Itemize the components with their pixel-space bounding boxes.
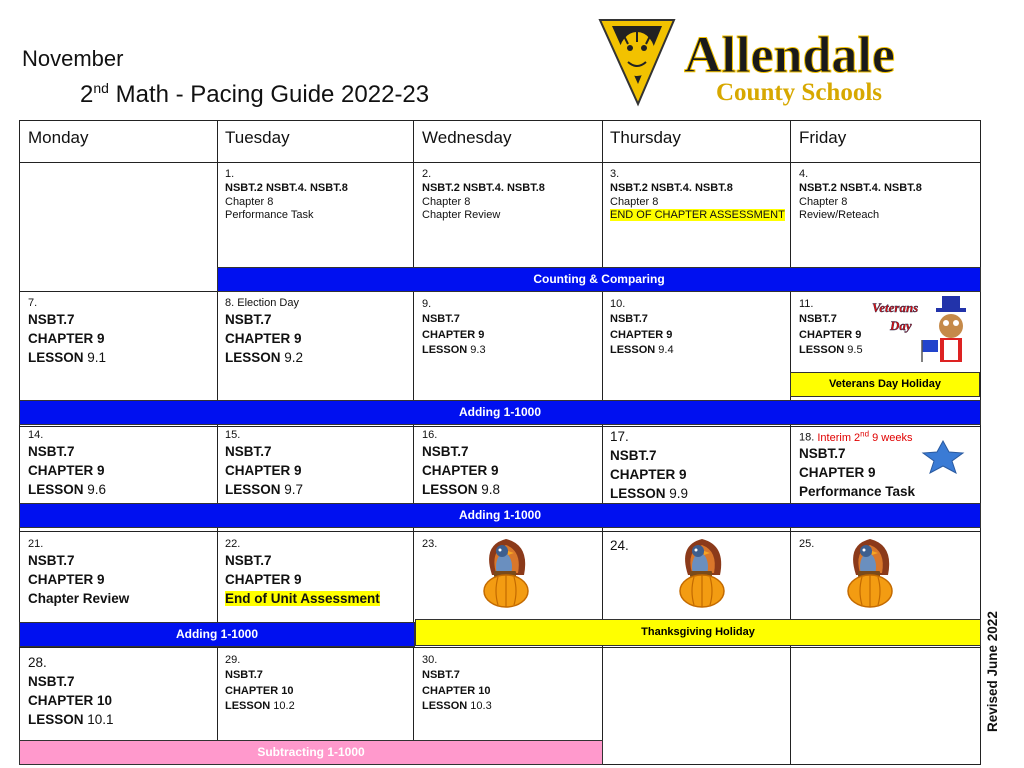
day-cell-1: 1. NSBT.2 NSBT.4. NSBT.8 Chapter 8 Performance Task [225,168,348,222]
day-cell-28: 28. NSBT.7 CHAPTER 10 LESSON 10.1 [28,655,114,727]
unit-bar-adding-3: Adding 1-1000 [19,622,415,647]
day-cell-16: 16. NSBT.7 CHAPTER 9 LESSON 9.8 [422,429,501,497]
unit-bar-subtracting: Subtracting 1-1000 [19,740,603,765]
day-cell-24: 24. [610,538,629,553]
day-cell-23: 23. [422,538,438,550]
day-cell-8: 8. Election Day NSBT.7 CHAPTER 9 LESSON 9.2 [225,297,304,365]
school-logo [598,14,958,110]
day-cell-7: 7. NSBT.7 CHAPTER 9 LESSON 9.1 [28,297,107,365]
unit-bar-adding-1: Adding 1-1000 [19,400,981,425]
month-title: November [22,46,124,71]
header-monday: Monday [28,128,89,147]
header-thursday: Thursday [610,128,681,147]
veterans-day-image [866,296,976,368]
header-wednesday: Wednesday [422,128,512,147]
turkey-pumpkin-icon [836,535,906,609]
logo-name-sub: County Schools [716,79,883,106]
unit-bar-adding-2: Adding 1-1000 [19,503,981,528]
svg-text:Veterans: Veterans [872,300,919,315]
turkey-pumpkin-icon [472,535,542,609]
svg-text:Day: Day [890,318,912,333]
header-tuesday: Tuesday [225,128,290,147]
day-cell-15: 15. NSBT.7 CHAPTER 9 LESSON 9.7 [225,429,304,497]
revised-date: Revised June 2022 [985,611,1000,732]
turkey-pumpkin-icon [668,535,738,609]
day-cell-25: 25. [799,538,815,550]
veterans-day-holiday-bar: Veterans Day Holiday [790,372,980,397]
day-cell-11: 11. NSBT.7 CHAPTER 9 LESSON 9.5 [799,298,863,357]
interim-label: Interim 2nd 9 weeks [817,429,913,444]
unit-bar-counting: Counting & Comparing [217,267,981,292]
day-cell-29: 29. NSBT.7 CHAPTER 10 LESSON 10.2 [225,654,295,713]
page-title: 2nd Math - Pacing Guide 2022-23 [80,80,430,108]
day-cell-21: 21. NSBT.7 CHAPTER 9 Chapter Review [28,538,130,606]
day-cell-4: 4. NSBT.2 NSBT.4. NSBT.8 Chapter 8 Review/Reteach [799,168,922,222]
day-cell-14: 14. NSBT.7 CHAPTER 9 LESSON 9.6 [28,429,107,497]
day-cell-10: 10. NSBT.7 CHAPTER 9 LESSON 9.4 [610,298,674,357]
thanksgiving-holiday-bar: Thanksgiving Holiday [415,619,981,646]
day-cell-9: 9. NSBT.7 CHAPTER 9 LESSON 9.3 [422,298,486,357]
day-cell-17: 17. NSBT.7 CHAPTER 9 LESSON 9.9 [610,429,689,501]
day-cell-30: 30. NSBT.7 CHAPTER 10 LESSON 10.3 [422,654,492,713]
logo-name-main: Allendale [684,27,895,84]
star-icon [918,440,968,474]
day-cell-3: 3. NSBT.2 NSBT.4. NSBT.8 Chapter 8 END OF CHAPTER ASSESSMENT [610,168,785,222]
header-friday: Friday [799,128,847,147]
day-cell-2: 2. NSBT.2 NSBT.4. NSBT.8 Chapter 8 Chapter Review [422,168,545,222]
day-cell-22: 22. NSBT.7 CHAPTER 9 End of Unit Assessment [225,538,380,606]
day-cell-18: 18. Interim 2nd 9 weeks NSBT.7 CHAPTER 9 Performance Task [799,429,916,500]
